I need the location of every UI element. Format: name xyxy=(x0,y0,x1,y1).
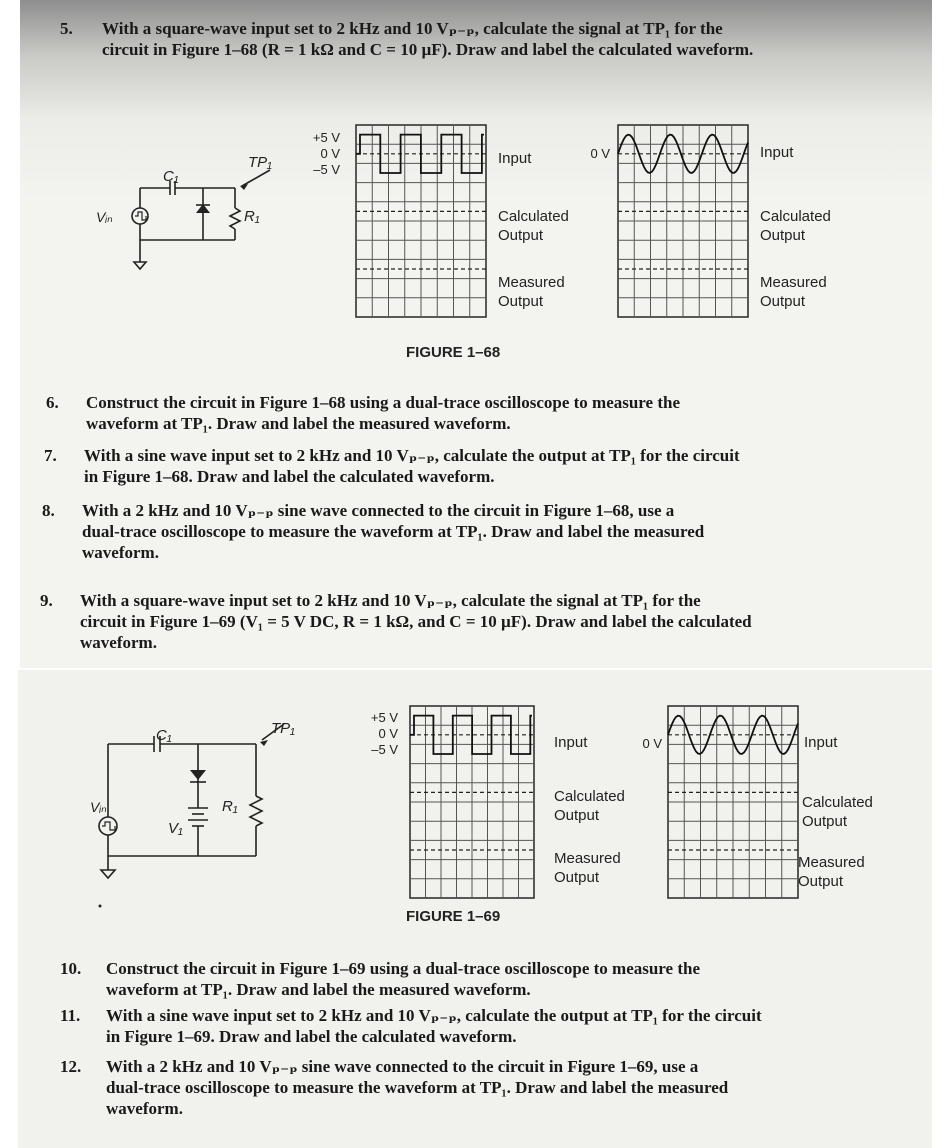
label-vin: Vᵢₙ xyxy=(96,209,113,225)
question-number: 7. xyxy=(44,446,57,465)
trace-label-output: Output xyxy=(760,227,806,244)
question-line: in Figure 1–68. Draw and label the calculated waveform. xyxy=(84,467,495,486)
trace-label-input: Input xyxy=(498,150,532,167)
figure-caption: FIGURE 1–69 xyxy=(406,908,501,925)
voltage-label-minus: –5 V xyxy=(313,162,340,177)
voltage-label-zero: 0 V xyxy=(642,736,662,751)
question-line: Construct the circuit in Figure 1–69 using a dual-trace oscilloscope to measure the xyxy=(106,959,701,978)
question-line: waveform at TP₁. Draw and label the measured waveform. xyxy=(106,980,531,999)
question-line: With a sine wave input set to 2 kHz and 10 Vₚ₋ₚ, calculate the output at TP₁ for the circuit xyxy=(84,446,740,465)
trace-label-measured: Measured xyxy=(554,850,621,867)
trace-label-output: Output xyxy=(802,813,848,830)
textbook-page-2 xyxy=(18,670,932,1148)
label-v1: V₁ xyxy=(168,820,183,837)
question-line: With a 2 kHz and 10 Vₚ₋ₚ sine wave connected to the circuit in Figure 1–69, use a xyxy=(106,1057,699,1076)
label-r1: R₁ xyxy=(222,798,238,815)
question-number: 5. xyxy=(60,19,73,38)
resistor-symbol xyxy=(250,796,262,826)
question-line: waveform. xyxy=(106,1099,183,1118)
trace-label-output: Output xyxy=(498,227,544,244)
question-number: 6. xyxy=(46,393,59,412)
trace-label-measured: Measured xyxy=(798,854,865,871)
label-tp1: TP₁ xyxy=(248,154,272,171)
question-line: dual-trace oscilloscope to measure the waveform at TP₁. Draw and label the measured xyxy=(82,522,705,541)
resistor-symbol xyxy=(230,208,240,229)
question-line: Construct the circuit in Figure 1–68 using a dual-trace oscilloscope to measure the xyxy=(86,393,681,412)
question-line: With a 2 kHz and 10 Vₚ₋ₚ sine wave connected to the circuit in Figure 1–68, use a xyxy=(82,501,675,520)
voltage-label-zero: 0 V xyxy=(590,146,610,161)
oscilloscope-grid-fig68-square xyxy=(356,125,486,317)
question-number: 10. xyxy=(60,959,82,978)
trace-label-calculated: Calculated xyxy=(554,788,625,805)
trace-label-output: Output xyxy=(498,293,544,310)
question-number: 11. xyxy=(60,1006,81,1025)
question-line: waveform at TP₁. Draw and label the measured waveform. xyxy=(86,414,511,433)
label-vin: Vᵢₙ xyxy=(90,799,107,815)
circuit-diagram-fig69 xyxy=(74,710,274,880)
trace-label-output: Output xyxy=(554,869,600,886)
trace-label-output: Output xyxy=(760,293,806,310)
oscilloscope-grid-fig68-sine xyxy=(618,125,748,317)
textbook-page-1 xyxy=(20,0,932,668)
question-line: With a square-wave input set to 2 kHz and 10 Vₚ₋ₚ, calculate the signal at TP₁ for the xyxy=(102,19,723,38)
trace-label-calculated: Calculated xyxy=(760,208,831,225)
input-trace xyxy=(410,716,532,754)
figure-caption: FIGURE 1–68 xyxy=(406,344,501,361)
voltage-label-minus: –5 V xyxy=(371,742,398,757)
ac-source-symbol xyxy=(99,817,117,835)
trace-label-output: Output xyxy=(554,807,600,824)
diode-symbol xyxy=(190,770,206,780)
question-line: With a square-wave input set to 2 kHz and 10 Vₚ₋ₚ, calculate the signal at TP₁ for the xyxy=(80,591,701,610)
label-c1: C₁ xyxy=(156,727,172,744)
question-line: With a sine wave input set to 2 kHz and 10 Vₚ₋ₚ, calculate the output at TP₁ for the circuit xyxy=(106,1006,762,1025)
voltage-label-plus: +5 V xyxy=(312,130,340,145)
question-line: waveform. xyxy=(82,543,159,562)
label-c1: C₁ xyxy=(163,168,179,185)
oscilloscope-grid-fig69-square xyxy=(410,706,534,898)
question-number: 12. xyxy=(60,1057,82,1076)
question-number: 8. xyxy=(42,501,55,520)
oscilloscope-grid-fig69-sine xyxy=(668,706,798,898)
trace-label-input: Input xyxy=(760,144,794,161)
trace-label-output: Output xyxy=(798,873,844,890)
trace-label-input: Input xyxy=(554,734,588,751)
voltage-label-plus: +5 V xyxy=(370,710,398,725)
question-line: waveform. xyxy=(80,633,157,652)
voltage-label-zero: 0 V xyxy=(320,146,340,161)
trace-label-measured: Measured xyxy=(498,274,565,291)
voltage-label-zero: 0 V xyxy=(378,726,398,741)
trace-label-calculated: Calculated xyxy=(498,208,569,225)
trace-label-calculated: Calculated xyxy=(802,794,873,811)
question-line: circuit in Figure 1–69 (V₁ = 5 V DC, R = 1 kΩ, and C = 10 µF). Draw and label the calculated xyxy=(80,612,752,631)
trace-label-measured: Measured xyxy=(760,274,827,291)
label-r1: R₁ xyxy=(244,208,260,225)
question-number: 9. xyxy=(40,591,53,610)
trace-label-input: Input xyxy=(804,734,838,751)
label-tp1: TP₁ xyxy=(271,720,295,737)
question-line: in Figure 1–69. Draw and label the calculated waveform. xyxy=(106,1027,517,1046)
question-line: circuit in Figure 1–68 (R = 1 kΩ and C = 10 µF). Draw and label the calculated waveform. xyxy=(102,40,754,59)
question-line: dual-trace oscilloscope to measure the waveform at TP₁. Draw and label the measured xyxy=(106,1078,729,1097)
